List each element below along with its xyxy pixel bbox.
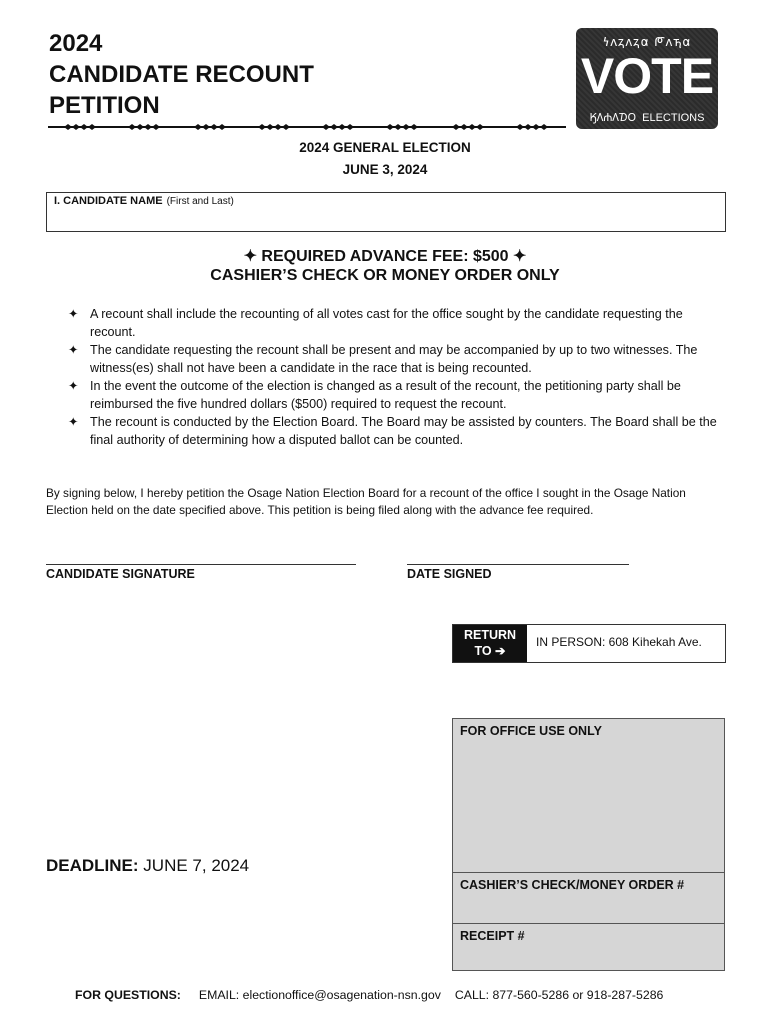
rule-text: In the event the outcome of the election is changed as a result of the recount, the petitioning party shall be reimbursed the five hundred dollars ($500) required to request the recount. xyxy=(90,379,681,411)
title-year: 2024 xyxy=(49,30,103,57)
star-bullet-icon: ✦ xyxy=(68,415,79,429)
candidate-name-label xyxy=(54,195,234,207)
return-to-label xyxy=(453,625,527,662)
star-bullet-icon: ✦ xyxy=(68,307,79,321)
return-address: IN PERSON: 608 Kihekah Ave. xyxy=(536,635,702,649)
recount-rules-list xyxy=(68,305,728,449)
logo-osage-text: 𐓏𐓘𐓻𐓘𐓻𐓟 𐓀𐓘𐓵𐓟 xyxy=(602,34,692,49)
candidate-signature-label: CANDIDATE SIGNATURE xyxy=(46,567,195,581)
candidate-name-field[interactable] xyxy=(46,192,726,232)
list-item xyxy=(68,305,728,341)
candidate-name-label-text: I. CANDIDATE NAME xyxy=(54,195,163,207)
election-date: JUNE 3, 2024 xyxy=(342,162,428,177)
rule-text: The recount is conducted by the Election Board. The Board may be assisted by counters. The Board shall be the final authority of determining how a disputed ballot can be counted. xyxy=(90,415,717,447)
questions-label: FOR QUESTIONS: xyxy=(75,988,181,1002)
return-label-line: RETURN xyxy=(463,628,517,642)
fee-heading: ✦ REQUIRED ADVANCE FEE: $500 ✦ xyxy=(243,248,527,265)
logo-vote-text: VOTE xyxy=(580,48,714,104)
star-bullet-icon: ✦ xyxy=(68,379,79,393)
vote-elections-logo xyxy=(576,28,718,129)
list-item xyxy=(68,377,728,413)
title-line: PETITION xyxy=(49,92,160,119)
return-to-box xyxy=(452,624,726,663)
fee-payment-method: CASHIER’S CHECK OR MONEY ORDER ONLY xyxy=(210,267,560,284)
office-use-title: FOR OFFICE USE ONLY xyxy=(460,724,602,738)
contact-email[interactable]: EMAIL: electionoffice@osagenation-nsn.gov xyxy=(198,988,441,1002)
election-name: 2024 GENERAL ELECTION xyxy=(299,140,471,155)
deadline-label: DEADLINE: xyxy=(46,856,139,875)
receipt-number-field xyxy=(452,923,725,971)
decorative-divider xyxy=(48,120,566,134)
date-signed-label: DATE SIGNED xyxy=(407,567,492,581)
star-bullet-icon: ✦ xyxy=(68,343,79,357)
candidate-name-hint: (First and Last) xyxy=(166,196,234,207)
office-use-box xyxy=(452,718,725,873)
contact-phone[interactable]: CALL: 877-560-5286 or 918-287-5286 xyxy=(454,988,664,1002)
petition-statement: By signing below, I hereby petition the Osage Nation Election Board for a recount of the office I sought in the Osage Nation Election held on the date specified above. This petition is being filed along with the advance fee required. xyxy=(46,486,686,517)
footer-contact xyxy=(75,988,663,1002)
page-title xyxy=(49,28,314,121)
check-number-field xyxy=(452,872,725,924)
logo-elections-text xyxy=(576,110,718,125)
return-label-arrow-line: TO ➔ xyxy=(474,644,506,658)
date-signed-line[interactable] xyxy=(407,564,629,565)
logo-osage-word: 𐒼𐒰𐓐𐒰𐓈𐓂 xyxy=(589,112,637,124)
check-number-label: CASHIER’S CHECK/MONEY ORDER # xyxy=(460,878,685,892)
receipt-number-label: RECEIPT # xyxy=(460,929,525,943)
deadline-date: JUNE 7, 2024 xyxy=(143,856,250,875)
deadline xyxy=(46,856,249,876)
title-line: CANDIDATE RECOUNT xyxy=(49,61,314,88)
candidate-signature-line[interactable] xyxy=(46,564,356,565)
rule-text: The candidate requesting the recount shall be present and may be accompanied by up to two witnesses. The witness(es) shall not have been a candidate in the race that is being recounted. xyxy=(90,343,698,375)
logo-elections-word: ELECTIONS xyxy=(642,112,705,124)
list-item xyxy=(68,341,728,377)
rule-text: A recount shall include the recounting of all votes cast for the office sought by the candidate requesting the recount. xyxy=(90,307,683,339)
list-item xyxy=(68,413,728,449)
